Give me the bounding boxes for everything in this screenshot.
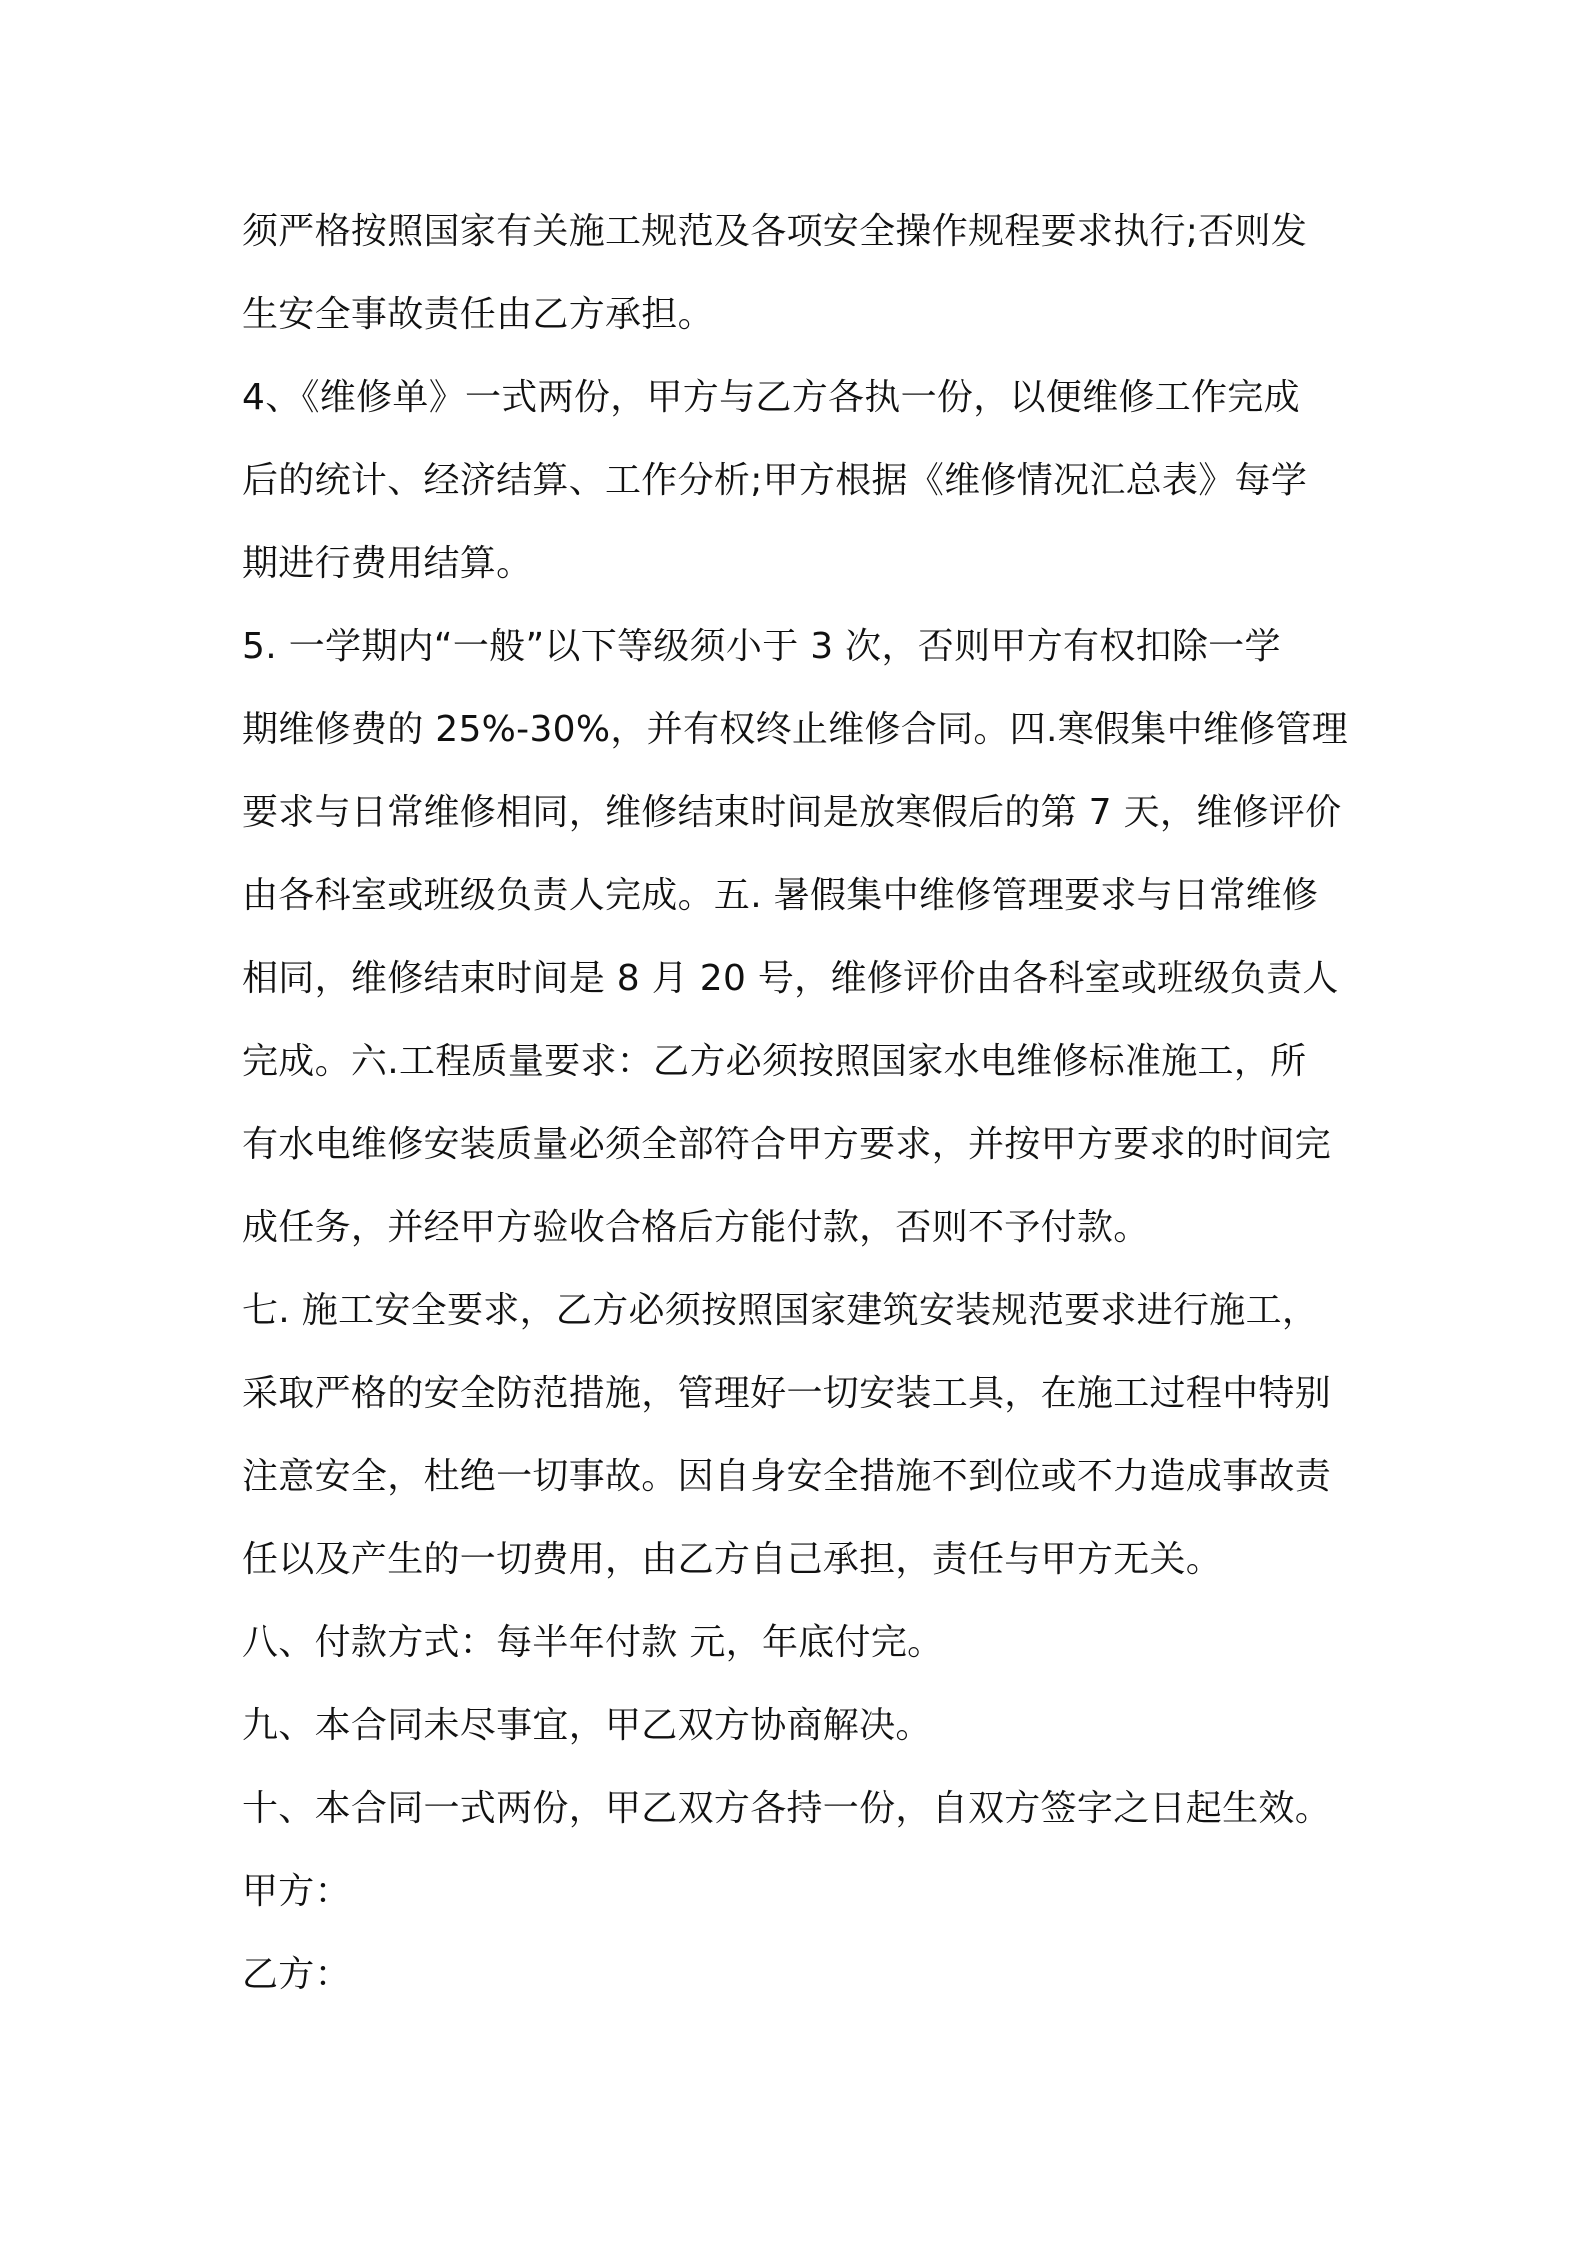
text-line: 采取严格的安全防范措施，管理好一切安装工具，在施工过程中特别 (242, 1373, 1332, 1414)
party-a-label: 甲方： (242, 1871, 351, 1912)
text-line: 由各科室或班级负责人完成。五. 暑假集中维修管理要求与日常维修 (242, 875, 1319, 916)
text-line: 期进行费用结算。 (242, 543, 533, 584)
text-line: 有水电维修安装质量必须全部符合甲方要求，并按甲方要求的时间完 (242, 1124, 1332, 1165)
text-line: 相同，维修结束时间是 8 月 20 号，维修评价由各科室或班级负责人 (242, 958, 1339, 999)
text-line: 期维修费的 25%-30%，并有权终止维修合同。四.寒假集中维修管理 (242, 709, 1349, 750)
text-line: 成任务，并经甲方验收合格后方能付款，否则不予付款。 (242, 1207, 1150, 1248)
text-line: 5. 一学期内“一般”以下等级须小于 3 次，否则甲方有权扣除一学 (242, 626, 1281, 667)
text-line: 须严格按照国家有关施工规范及各项安全操作规程要求执行;否则发 (242, 211, 1308, 252)
text-line: 要求与日常维修相同，维修结束时间是放寒假后的第 7 天，维修评价 (242, 792, 1342, 833)
text-line: 后的统计、经济结算、工作分析;甲方根据《维修情况汇总表》每学 (242, 460, 1308, 501)
text-line: 4、《维修单》一式两份，甲方与乙方各执一份，以便维修工作完成 (242, 377, 1300, 418)
text-line: 七. 施工安全要求，乙方必须按照国家建筑安装规范要求进行施工， (242, 1290, 1319, 1331)
text-line: 九、本合同未尽事宜，甲乙双方协商解决。 (242, 1705, 932, 1746)
text-line: 任以及产生的一切费用，由乙方自己承担，责任与甲方无关。 (242, 1539, 1223, 1580)
text-line: 八、付款方式：每半年付款 元，年底付完。 (242, 1622, 944, 1663)
text-line: 十、本合同一式两份，甲乙双方各持一份，自双方签字之日起生效。 (242, 1788, 1332, 1829)
party-b-label: 乙方： (242, 1954, 351, 1995)
text-line: 完成。六.工程质量要求：乙方必须按照国家水电维修标准施工，所 (242, 1041, 1307, 1082)
text-line: 注意安全，杜绝一切事故。因自身安全措施不到位或不力造成事故责 (242, 1456, 1332, 1497)
text-line: 生安全事故责任由乙方承担。 (242, 294, 714, 335)
